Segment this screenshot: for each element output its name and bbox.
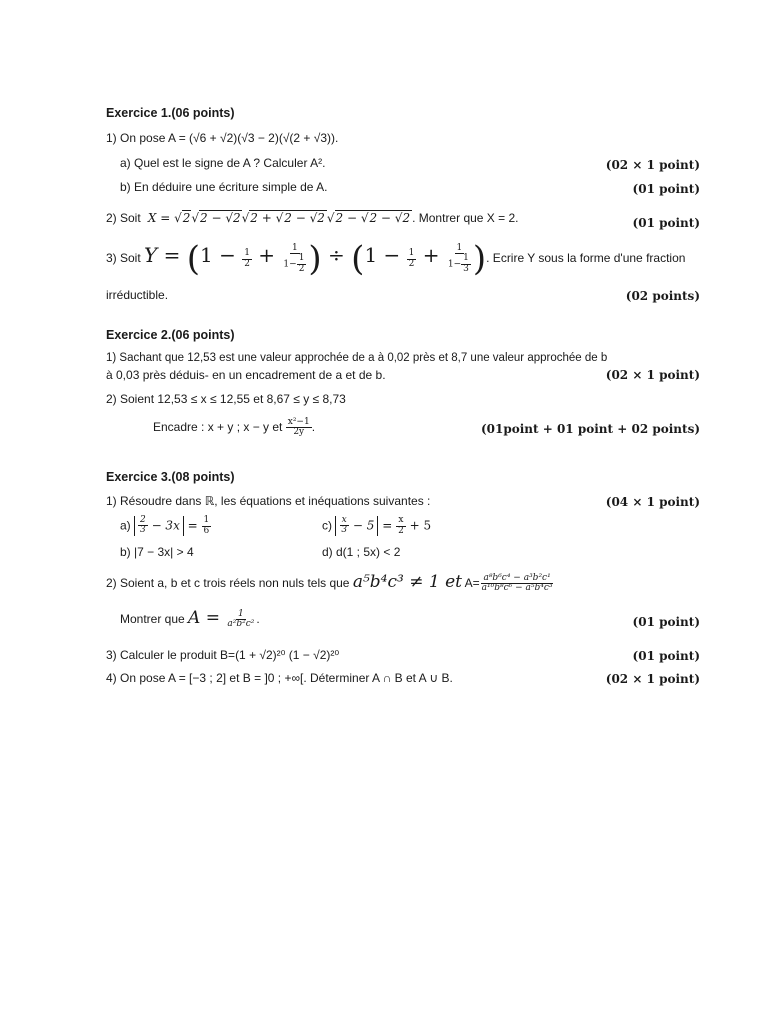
ex3-question-d: d) d(1 ; 5x) < 2 bbox=[322, 545, 401, 559]
ex3-show-line: Montrer que A = $\frac{1}{\text{a²b²c²}}$ . bbox=[120, 608, 260, 630]
exercise-1-title: Exercice 1.(06 points) bbox=[106, 106, 235, 120]
ex2-q1-points: (02 × 1 point) bbox=[605, 368, 700, 382]
ex1-q3-suffix: . Ecrire Y sous la forme d'une fraction bbox=[486, 251, 686, 266]
ex2-question-2: 2) Soient 12,53 ≤ x ≤ 12,55 et 8,67 ≤ y ≤ 8,73 bbox=[106, 392, 346, 406]
ex3-question-3: 3) Calculer le produit B=(1 + √2)²⁰ (1 − √2)²⁰ bbox=[106, 648, 340, 662]
ex3-qc-label: c) bbox=[322, 518, 332, 533]
ex3-q2-condition: a⁵b⁴c³ ≠ 1 et bbox=[352, 572, 462, 592]
ex2-q2-points: (01point + 01 point + 02 points) bbox=[480, 422, 700, 436]
ex3-q2-a-label: A= bbox=[464, 576, 480, 590]
ex1-q1b-points: (01 point) bbox=[632, 182, 700, 196]
ex1-q1a-points: (02 × 1 point) bbox=[605, 158, 700, 172]
ex1-q2-suffix: . Montrer que X = 2. bbox=[412, 211, 519, 225]
ex3-q1-points: (04 × 1 point) bbox=[605, 495, 700, 509]
ex3-q4-points: (02 × 1 point) bbox=[605, 672, 700, 686]
ex3-question-c: c) $\frac{x}{3}$ − 5 = $\frac{x}{2}$ + 5 bbox=[322, 515, 432, 536]
ex1-question-1: 1) On pose A = (√6 + √2)(√3 − 2)(√(2 + √3)). bbox=[106, 131, 339, 145]
exercise-2-title: Exercice 2.(06 points) bbox=[106, 328, 235, 342]
ex1-q3-expression: Y = (1 − $\frac{1}{2}$ + 1 1− $\frac{1}{2}$ ) ÷ (1 − $\frac{1}{2}$ + 1 1− $\frac{1}{3}$ ) bbox=[144, 239, 487, 279]
exercise-3-title: Exercice 3.(08 points) bbox=[106, 470, 235, 484]
ex1-q3-continued: irréductible. bbox=[106, 288, 169, 302]
ex3-q2-points: (01 point) bbox=[632, 615, 700, 629]
ex1-q3-points: (02 points) bbox=[625, 289, 700, 303]
ex3-question-1: 1) Résoudre dans ℝ, les équations et inéquations suivantes : bbox=[106, 494, 431, 508]
ex3-show-text: Montrer que bbox=[120, 612, 185, 626]
ex1-question-1a: a) Quel est le signe de A ? Calculer A². bbox=[120, 156, 326, 170]
ex2-encadre-text: Encadre : x + y ; x − y et bbox=[153, 420, 283, 435]
ex3-qa-label: a) bbox=[120, 518, 131, 533]
ex3-question-4: 4) On pose A = [−3 ; 2] et B = ]0 ; +∞[. Déterminer A ∩ B et A ∪ B. bbox=[106, 671, 453, 685]
ex2-question-1-line2: à 0,03 près déduis- en un encadrement de a et de b. bbox=[106, 368, 386, 382]
ex3-question-2 bbox=[106, 572, 555, 594]
ex1-q2-prefix: 2) Soit bbox=[106, 211, 141, 225]
ex2-encadre-line: Encadre : x + y ; x − y et $\frac{\text{x²−1}}{2y}$ . bbox=[153, 417, 316, 438]
ex2-question-1-line1: 1) Sachant que 12,53 est une valeur approchée de a à 0,02 près et 8,7 une valeur approchée de b bbox=[106, 352, 608, 364]
ex3-q2-a-fraction: $\frac{\text{a⁸b⁶c⁴ − a³b²c¹}}{\text{a¹⁰b⁸c⁶ − a⁵b⁴c³}}$ bbox=[481, 572, 553, 594]
ex1-q3-prefix: 3) Soit bbox=[106, 251, 141, 266]
ex1-q2-expression: X = √2√2 − √2√2 + √2 − √2 √2 − √2 − √2 bbox=[144, 211, 411, 225]
ex3-q2-prefix: 2) Soient a, b et c trois réels non nuls tels que bbox=[106, 576, 350, 590]
ex1-question-2 bbox=[106, 211, 518, 225]
ex1-question-3 bbox=[106, 239, 686, 279]
ex3-q3-points: (01 point) bbox=[632, 649, 700, 663]
ex1-q2-points: (01 point) bbox=[632, 216, 700, 230]
ex2-fraction: $\frac{\text{x²−1}}{2y}$ bbox=[287, 417, 310, 438]
ex1-question-1b: b) En déduire une écriture simple de A. bbox=[120, 180, 328, 194]
ex3-question-b: b) |7 − 3x| > 4 bbox=[120, 545, 194, 559]
ex3-question-a: a) $\frac{2}{3}$ − 3x = $\frac{1}{6}$ bbox=[120, 515, 210, 536]
